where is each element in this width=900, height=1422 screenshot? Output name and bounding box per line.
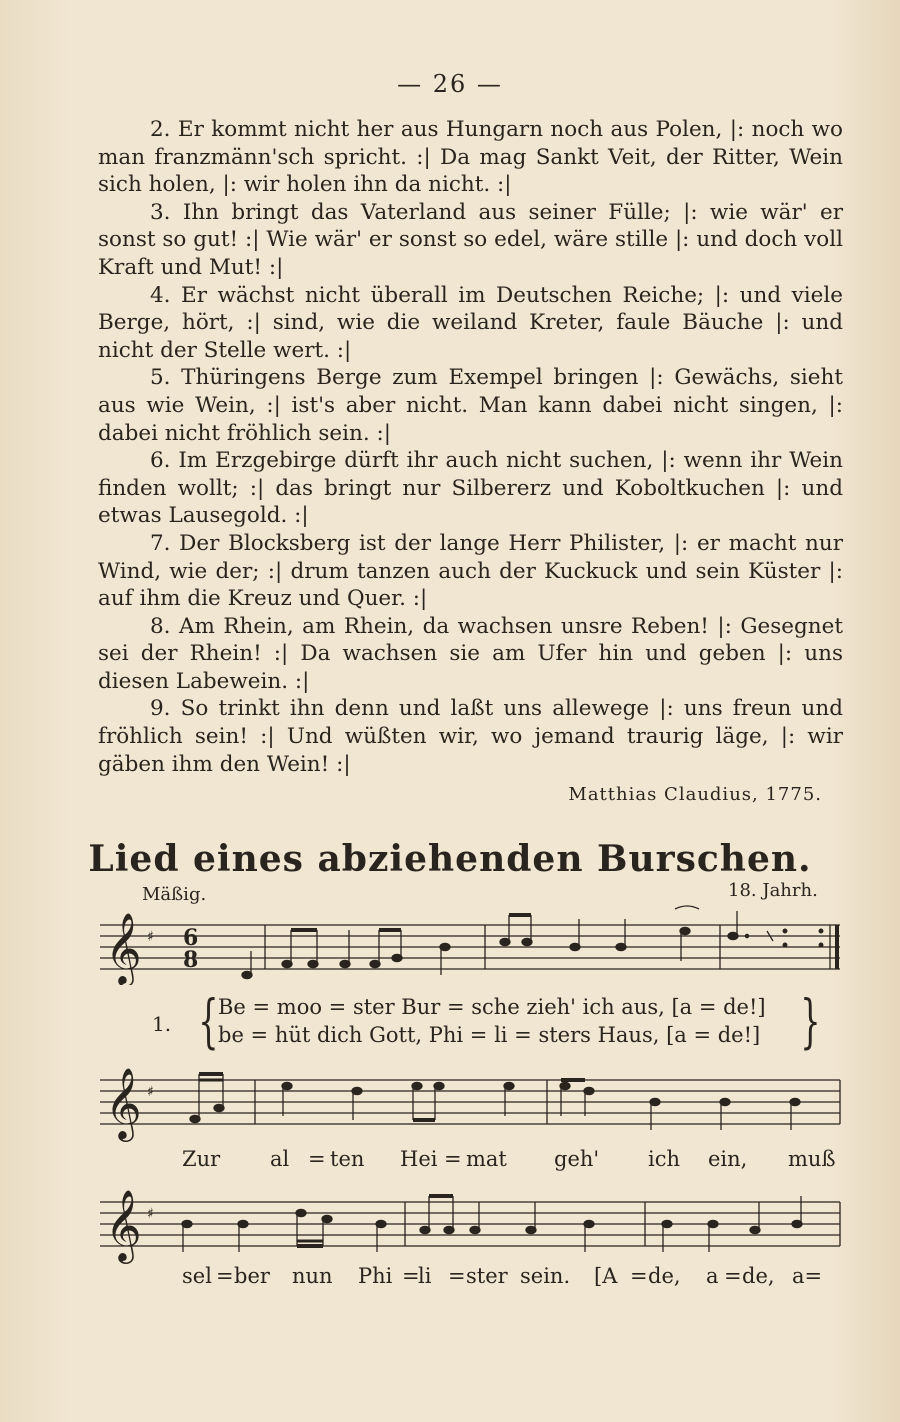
lyric-syllable: muß bbox=[788, 1147, 836, 1171]
verse-7: 7. Der Blocksberg ist der lange Herr Philister, |: er macht nur Wind, wie der; :| drum tanzen auch der Kuckuck und sein Küster |: auf ihm die Kreuz und Quer. :| bbox=[98, 530, 843, 612]
lyric-syllable: sel bbox=[182, 1264, 212, 1288]
sharp-icon: ♯ bbox=[147, 1206, 154, 1222]
lyric-line-2: be = hüt dich Gott, Phi = li = sters Haus, [a = de!] bbox=[218, 1023, 761, 1047]
lyric-syllable: li bbox=[418, 1264, 432, 1288]
staff-1-notes bbox=[242, 906, 823, 979]
music-staff-2 bbox=[95, 1060, 845, 1150]
lyric-syllable: = bbox=[448, 1264, 466, 1288]
lyric-syllable: mat bbox=[466, 1147, 507, 1171]
treble-clef-icon: 𝄞 bbox=[105, 1188, 142, 1261]
treble-clef-icon: 𝄞 bbox=[105, 1066, 142, 1139]
lyric-syllable: ster bbox=[466, 1264, 508, 1288]
verse-5: 5. Thüringens Berge zum Exempel bringen |: Gewächs, sieht aus wie Wein, :| ist's aber nicht. Man kann dabei nicht singen, |: dabei nicht fröhlich sein. :| bbox=[98, 365, 843, 446]
tempo-marking: Mäßig. bbox=[142, 884, 207, 905]
music-staff-3 bbox=[95, 1182, 845, 1272]
lyric-syllable: = bbox=[402, 1264, 420, 1288]
verse-9: 9. So trinkt ihn denn und laßt uns allewege |: uns freun und fröhlich sein! :| Und wüßten wir, wo jemand traurig läge, |: wir gäben ihm den Wein! :| bbox=[98, 696, 843, 777]
sharp-icon: ♯ bbox=[147, 929, 154, 945]
lyric-syllable: a= bbox=[792, 1264, 823, 1288]
lyric-syllable: ich bbox=[648, 1147, 681, 1171]
song-title: Lied eines abziehenden Burschen. bbox=[88, 838, 812, 880]
lyric-syllable: = bbox=[444, 1147, 462, 1171]
treble-clef-icon: 𝄞 bbox=[105, 911, 142, 984]
verse-3: 3. Ihn bringt das Vaterland aus seiner Fülle; |: wie wär' er sonst so gut! :| Wie wär' er sonst so edel, wäre stille |: und doch voll Kraft und Mut! :| bbox=[98, 199, 843, 280]
lyric-syllable: Zur bbox=[182, 1147, 221, 1171]
lyric-syllable: al bbox=[270, 1147, 290, 1171]
lyric-syllable: = bbox=[216, 1264, 234, 1288]
lyric-syllable: [A bbox=[594, 1264, 618, 1288]
lyric-syllable: a bbox=[706, 1264, 719, 1288]
verse-number: 1. bbox=[152, 1012, 172, 1036]
lyric-syllable: ten bbox=[330, 1147, 365, 1171]
verse-2: 2. Er kommt nicht her aus Hungarn noch aus Polen, |: noch wo man franzmänn'sch spricht. :| Da mag Sankt Veit, der Ritter, Wein sich holen, |: wir holen ihn da nicht. :| bbox=[98, 117, 843, 198]
time-signature-bottom: 8 bbox=[183, 947, 199, 973]
lyric-syllable: = bbox=[308, 1147, 326, 1171]
lyric-syllable: nun bbox=[292, 1264, 333, 1288]
origin-date: 18. Jahrh. bbox=[728, 880, 818, 901]
time-signature-top: 6 bbox=[183, 925, 199, 951]
lyric-syllable: Hei bbox=[400, 1147, 438, 1171]
page-number: — 26 — bbox=[397, 70, 503, 98]
verse-block bbox=[98, 116, 843, 778]
brace-left: { bbox=[198, 987, 219, 1055]
lyric-syllable: Phi bbox=[358, 1264, 393, 1288]
author-credit: Matthias Claudius, 1775. bbox=[568, 784, 822, 805]
sharp-icon: ♯ bbox=[147, 1084, 154, 1100]
brace-right: } bbox=[800, 987, 821, 1055]
lyric-syllable: ein, bbox=[708, 1147, 748, 1171]
lyric-syllable: = bbox=[724, 1264, 742, 1288]
verse-4: 4. Er wächst nicht überall im Deutschen Reiche; |: und viele Berge, hört, :| sind, wie die weiland Kreter, faule Bäuche |: und nicht der Stelle wert. :| bbox=[98, 282, 843, 363]
lyric-syllable: de, bbox=[742, 1264, 775, 1288]
lyric-line-1: Be = moo = ster Bur = sche zieh' ich aus, [a = de!] bbox=[218, 995, 766, 1019]
verse-8: 8. Am Rhein, am Rhein, da wachsen unsre Reben! |: Gesegnet sei der Rhein! :| Da wachsen sie am Ufer hin und geben |: uns diesen Labewein. :| bbox=[98, 613, 843, 694]
music-staff-1 bbox=[95, 905, 845, 985]
lyric-syllable: = bbox=[630, 1264, 648, 1288]
lyric-syllable: ber bbox=[234, 1264, 270, 1288]
lyric-syllable: geh' bbox=[554, 1147, 600, 1171]
lyric-syllable: de, bbox=[648, 1264, 681, 1288]
lyric-syllable: sein. bbox=[520, 1264, 571, 1288]
verse-6: 6. Im Erzgebirge dürft ihr auch nicht suchen, |: wenn ihr Wein finden wollt; :| das bringt nur Silbererz und Koboltkuchen |: und etwas Lausegold. :| bbox=[98, 448, 843, 529]
